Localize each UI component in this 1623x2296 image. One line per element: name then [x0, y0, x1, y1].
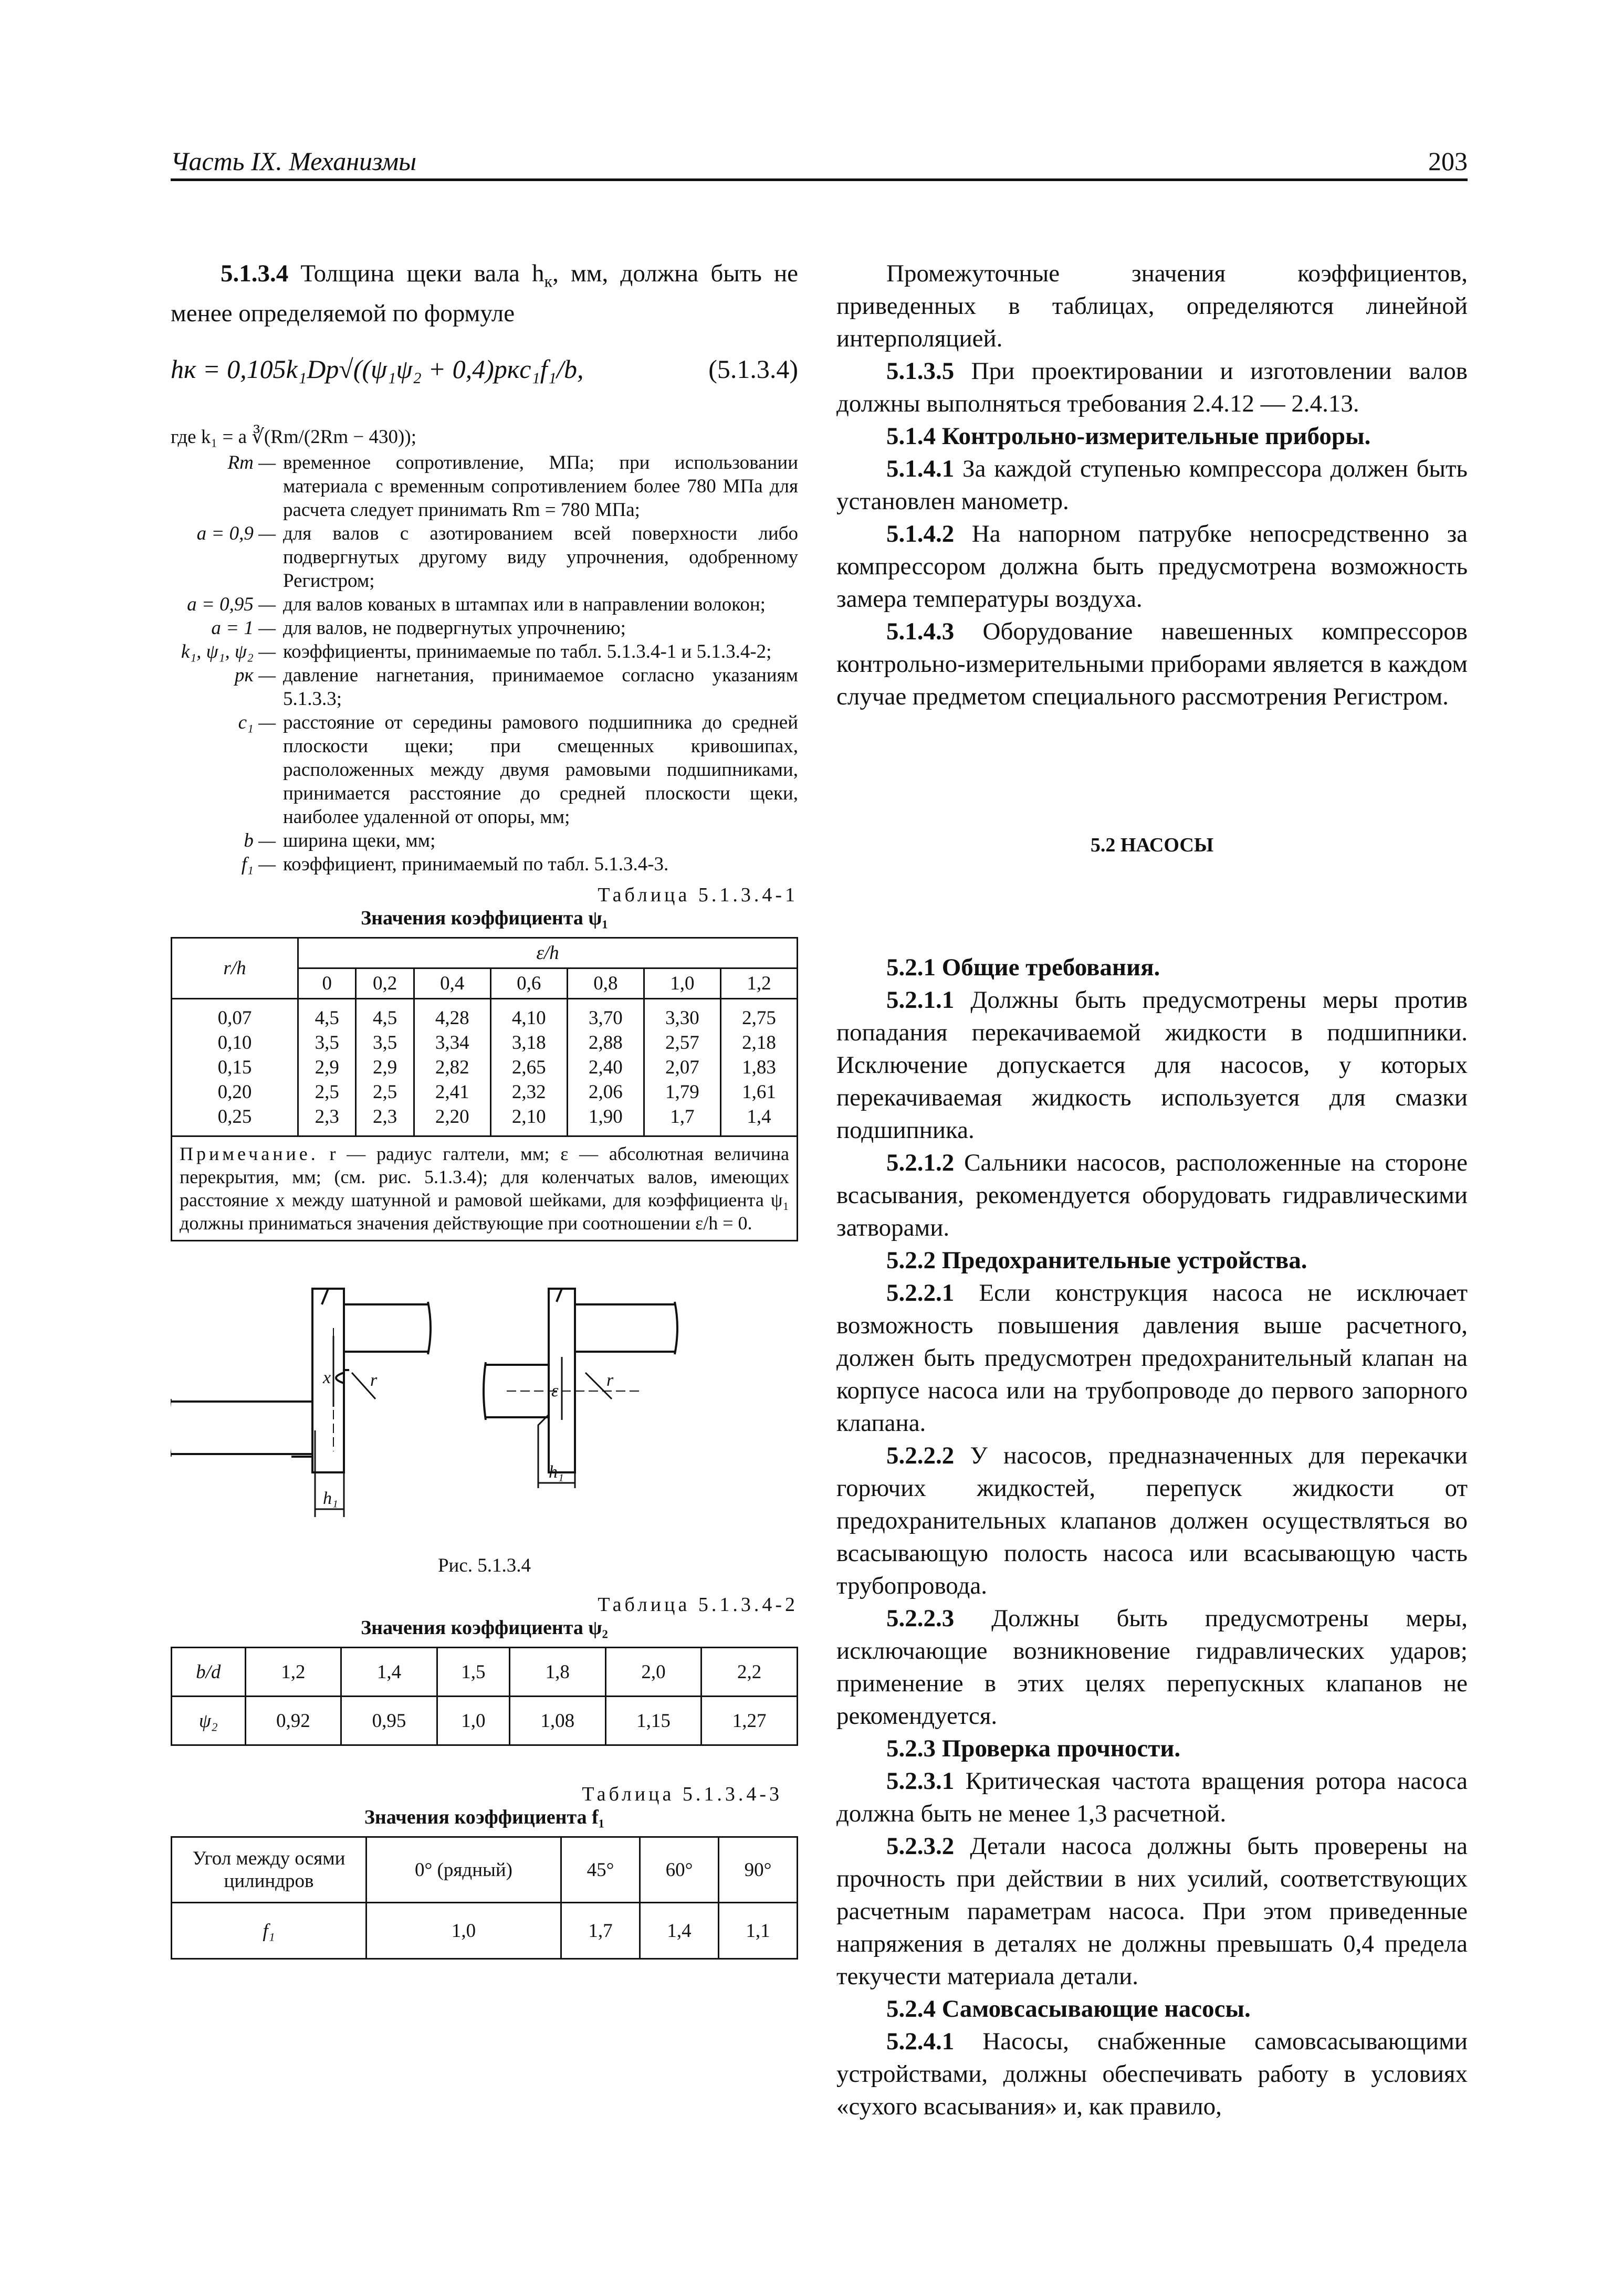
table1-cell: 4,28 — [414, 999, 490, 1031]
definition-item — [171, 663, 798, 711]
clause-number: 5.1.3.5 — [886, 357, 955, 385]
table1-cell: 0,07 — [172, 999, 298, 1031]
journal-left-upper — [344, 1304, 428, 1352]
label-epsilon: ε — [551, 1381, 559, 1401]
paragraph-text: , мм, должна быть не менее определяемой по формуле — [171, 260, 798, 328]
definition-description: давление нагнетания, принимаемое согласно указаниям 5.1.3.3; — [283, 665, 798, 710]
table1-cell: 2,3 — [356, 1104, 414, 1136]
clause-number: 5.1.4.3 — [886, 618, 955, 645]
table1-cell: 2,9 — [298, 1055, 356, 1080]
clause-number: 5.1.4.2 — [886, 520, 955, 547]
heading-5-1-4: 5.1.4 Контрольно-измерительные приборы. — [886, 423, 1371, 450]
table3-header-cell: Угол между осями цилиндров — [172, 1837, 367, 1903]
table1-cell: 2,3 — [298, 1104, 356, 1136]
definition-description: коэффициент, принимаемый по табл. 5.1.3.4-3. — [283, 854, 669, 876]
paragraph-5-2-2-1 — [836, 1277, 1468, 1439]
table-psi2 — [171, 1647, 798, 1746]
clause-number: 5.1.4.1 — [886, 455, 955, 482]
section-title-pumps: 5.2 НАСОСЫ — [1090, 834, 1214, 856]
paragraph-5-1-3-4 — [171, 257, 798, 330]
table3-header-cell: 0° (рядный) — [367, 1837, 561, 1903]
paragraph-text: За каждой ступенью компрессора должен быть установлен манометр. — [836, 455, 1468, 515]
formula-5-1-3-4 — [171, 346, 798, 399]
table3-caption: Таблица 5.1.3.4-3 — [582, 1783, 782, 1806]
table-psi1 — [171, 937, 798, 1241]
paragraph-text: На напорном патрубке непосредственно за компрессором должна быть предусмотрена возможность замера температуры воздуха. — [836, 520, 1468, 613]
table1-cell: 2,9 — [356, 1055, 414, 1080]
clause-number: 5.1.3.4 — [221, 260, 289, 287]
table-f1 — [171, 1836, 798, 1960]
table1-cell: 2,5 — [356, 1080, 414, 1104]
definition-term: pк — — [235, 665, 276, 687]
definition-item — [171, 593, 798, 616]
label-r-right: r — [606, 1371, 614, 1391]
heading-5-2-2: 5.2.2 Предохранительные устройства. — [886, 1247, 1307, 1274]
paragraph-text: Детали насоса должны быть проверены на прочность при действии в них усилий, соответствующих расчетным параметрам насоса. При этом приведенные напряжения в деталях не должны превышать 0,4 предела текучести материала детали. — [836, 1832, 1468, 1990]
formula-number: (5.1.3.4) — [708, 354, 798, 384]
definition-term: k₁, ψ₁, ψ₂ — — [181, 641, 276, 663]
table1-cell: 1,7 — [644, 1104, 720, 1136]
paragraph-text: Должны быть предусмотрены меры против попадания перекачиваемой жидкости в подшипники. Исключение допускается для насосов, у которых перекачиваемая жидкость используется для смазки подшипника. — [836, 986, 1468, 1144]
table3-cell: 1,7 — [561, 1903, 640, 1959]
table1-cell: 1,61 — [720, 1080, 797, 1104]
definition-item — [171, 829, 798, 852]
table2-cell: 2,0 — [605, 1648, 701, 1697]
table2-row — [172, 1697, 798, 1745]
definition-description: ширина щеки, мм; — [283, 830, 436, 852]
table2-cell: 0,92 — [245, 1697, 341, 1745]
running-header-title: Часть IX. Механизмы — [171, 146, 417, 176]
table1-row — [172, 1055, 798, 1080]
table2-cell: ψ₂ — [172, 1697, 246, 1745]
paragraph-5-1-4-1 — [836, 452, 1468, 518]
table2-title: Значения коэффициента ψ₂ — [361, 1617, 608, 1639]
table1-col-header: 0 — [298, 968, 356, 999]
definition-description: для валов с азотированием всей поверхности либо подвергнутых другому виду упрочнения, одобренному Регистром; — [283, 523, 798, 592]
formula-expression: hк = 0,105k₁Dр√((ψ₁ψ₂ + 0,4)pкc₁f₁/b, — [171, 354, 584, 384]
paragraph-5-2-3-2 — [836, 1830, 1468, 1993]
definitions-list — [171, 425, 798, 876]
table1-cell: 2,32 — [490, 1080, 567, 1104]
table1-cell: 4,5 — [298, 999, 356, 1031]
table1-cell: 2,40 — [567, 1055, 644, 1080]
definitions-items — [171, 451, 798, 876]
table3-header-cell: 90° — [719, 1837, 798, 1903]
definition-item — [171, 522, 798, 593]
table1-cell: 3,70 — [567, 999, 644, 1031]
table1-cell: 2,18 — [720, 1030, 797, 1055]
paragraph-text: У насосов, предназначенных для перекачки горючих жидкостей, перепуск жидкости от предохранительных клапанов должен осуществляться во всасывающую полость насоса или всасывающую часть трубопровода. — [836, 1442, 1468, 1599]
clause-number: 5.2.1.2 — [886, 1149, 955, 1176]
table1-cell: 1,83 — [720, 1055, 797, 1080]
paragraph-text: Насосы, снабженные самовсасывающими устройствами, должны обеспечивать работу в условиях «сухого всасывания» и, как правило, — [836, 2028, 1468, 2120]
table1-col-header: 1,0 — [644, 968, 720, 999]
heading-5-2-3: 5.2.3 Проверка прочности. — [886, 1735, 1181, 1762]
table1-cell: 0,25 — [172, 1104, 298, 1136]
definition-item — [171, 616, 798, 640]
definition-item — [171, 852, 798, 876]
paragraph-text: Критическая частота вращения ротора насоса должна быть не менее 1,3 расчетной. — [836, 1767, 1468, 1827]
definition-term: a = 0,9 — — [196, 523, 276, 545]
figure-5-1-3-4 — [171, 1278, 798, 1577]
table1-cell: 2,20 — [414, 1104, 490, 1136]
table1-cell: 4,10 — [490, 999, 567, 1031]
table2-cell: 1,15 — [605, 1697, 701, 1745]
table1-col-header: 1,2 — [720, 968, 797, 999]
table2-cell: 0,95 — [341, 1697, 437, 1745]
definition-description: коэффициенты, принимаемые по табл. 5.1.3.4-1 и 5.1.3.4-2; — [283, 641, 772, 663]
table2-cell: 1,2 — [245, 1648, 341, 1697]
table3-cell: 1,0 — [367, 1903, 561, 1959]
paragraph-5-1-4-3 — [836, 615, 1468, 713]
table1-cell: 2,10 — [490, 1104, 567, 1136]
table2-cell: 2,2 — [701, 1648, 798, 1697]
paragraph-text: Должны быть предусмотрены меры, исключающие возникновение гидравлических ударов; применение в этих целях перепускных клапанов не рекомендуется. — [836, 1605, 1468, 1730]
paragraph-5-2-2-2 — [836, 1439, 1468, 1602]
paragraph-interpolation: Промежуточные значения коэффициентов, приведенных в таблицах, определяются линейной интерполяцией. — [836, 260, 1468, 352]
paragraph-5-2-2-3 — [836, 1602, 1468, 1732]
paragraph-text: Если конструкция насоса не исключает возможность повышения давления выше расчетного, должен быть предусмотрен предохранительный клапан на корпусе насоса или на трубопроводе до первого запорного клапана. — [836, 1279, 1468, 1437]
journal-left-lower — [171, 1402, 312, 1454]
table1-col-header: 0,4 — [414, 968, 490, 999]
table1-cell: 2,41 — [414, 1080, 490, 1104]
definition-description: для валов кованых в штампах или в направлении волокон; — [283, 594, 766, 616]
heading-5-2-1: 5.2.1 Общие требования. — [886, 954, 1160, 981]
clause-number: 5.2.4.1 — [886, 2028, 955, 2055]
table1-row — [172, 1104, 798, 1136]
table1-col-group: ε/h — [298, 938, 798, 968]
clause-number: 5.2.2.2 — [886, 1442, 955, 1469]
definition-term: Rm — — [227, 452, 276, 474]
table1-row — [172, 999, 798, 1031]
definition-item — [171, 640, 798, 663]
crankshaft-diagram — [171, 1278, 798, 1551]
label-x: x — [323, 1368, 331, 1388]
table3-cell: 1,4 — [640, 1903, 719, 1959]
table3-cell: f₁ — [172, 1903, 367, 1959]
table1-cell: 2,57 — [644, 1030, 720, 1055]
left-column — [171, 257, 798, 1960]
definition-description: для валов, не подвергнутых упрочнению; — [283, 617, 626, 639]
clause-number: 5.2.3.1 — [886, 1767, 955, 1795]
definition-description: расстояние от середины рамового подшипника до средней плоскости щеки; при смещенных кривошипах, расположенных между двумя рамовыми подшипниками, принимается расстояние до средней плоскости щеки, наиболее удаленной от опоры, мм; — [283, 712, 798, 828]
paragraph-5-2-4-1 — [836, 2025, 1468, 2123]
paragraph-5-2-1-2 — [836, 1146, 1468, 1244]
table2-cell: b/d — [172, 1648, 246, 1697]
clause-number: 5.2.3.2 — [886, 1832, 955, 1860]
table3-cell: 1,1 — [719, 1903, 798, 1959]
table3-title: Значения коэффициента f₁ — [364, 1806, 605, 1829]
table1-col-header: 0,6 — [490, 968, 567, 999]
table1-cell: 1,90 — [567, 1104, 644, 1136]
label-r-left: r — [370, 1371, 378, 1391]
table1-cell: 3,5 — [298, 1030, 356, 1055]
table1-cell: 1,79 — [644, 1080, 720, 1104]
table2-caption: Таблица 5.1.3.4-2 — [598, 1594, 798, 1616]
paragraph-text: Толщина щеки вала h — [288, 260, 545, 287]
table1-cell: 2,75 — [720, 999, 797, 1031]
label-h1-right: h₁ — [549, 1462, 564, 1482]
table1-cell: 2,82 — [414, 1055, 490, 1080]
table1-note — [172, 1136, 798, 1241]
definition-item — [171, 451, 798, 522]
table1-col-header: 0,8 — [567, 968, 644, 999]
definition-term: a = 1 — — [211, 617, 276, 639]
definition-term: f₁ — — [241, 854, 276, 876]
paragraph-5-1-4-2 — [836, 518, 1468, 615]
table1-title: Значения коэффициента ψ₁ — [361, 907, 608, 930]
figure-caption: Рис. 5.1.3.4 — [437, 1555, 531, 1577]
table1-cell: 3,30 — [644, 999, 720, 1031]
page-number: 203 — [1428, 146, 1468, 176]
paragraph-5-2-1-1 — [836, 984, 1468, 1146]
table1-cell: 0,20 — [172, 1080, 298, 1104]
paragraph-5-1-3-5 — [836, 355, 1468, 420]
note-text: r — радиус галтели, мм; ε — абсолютная величина перекрытия, мм; (см. рис. 5.1.3.4); для коленчатых валов, имеющих расстояние x между шатунной и рамовой шейками, для коэффициента ψ₁ должны приниматься значения действующие при соотношении ε/h = 0. — [180, 1143, 789, 1234]
table1-cell: 4,5 — [356, 999, 414, 1031]
table1-row — [172, 1080, 798, 1104]
definition-term: b — — [244, 830, 276, 852]
table2-cell: 1,5 — [437, 1648, 509, 1697]
table3-header-cell: 45° — [561, 1837, 640, 1903]
table1-col-header: 0,2 — [356, 968, 414, 999]
paragraph-5-2-3-1 — [836, 1765, 1468, 1830]
table1-row — [172, 1030, 798, 1055]
table1-cell: 3,18 — [490, 1030, 567, 1055]
definition-term: c₁ — — [238, 712, 276, 734]
table1-cell: 0,15 — [172, 1055, 298, 1080]
table1-cell: 2,65 — [490, 1055, 567, 1080]
table1-caption: Таблица 5.1.3.4-1 — [598, 884, 798, 907]
table2-cell: 1,4 — [341, 1648, 437, 1697]
table1-cell: 2,5 — [298, 1080, 356, 1104]
label-h1-left: h₁ — [323, 1489, 338, 1509]
subscript: к — [544, 271, 553, 291]
table1-cell: 1,4 — [720, 1104, 797, 1136]
journal-right-upper — [575, 1304, 675, 1352]
definitions-intro: где k₁ = a ∛(Rm/(2Rm − 430)); — [171, 426, 416, 448]
definition-item — [171, 711, 798, 829]
table1-cell: 2,06 — [567, 1080, 644, 1104]
clause-number: 5.2.2.3 — [886, 1605, 955, 1632]
paragraph-text: Сальники насосов, расположенные на стороне всасывания, рекомендуется оборудовать гидравлическими затворами. — [836, 1149, 1468, 1241]
table1-cell: 0,10 — [172, 1030, 298, 1055]
table1-row-header: r/h — [172, 938, 298, 999]
note-label: Примечание. — [180, 1143, 319, 1165]
table1-cell: 3,34 — [414, 1030, 490, 1055]
definition-term: a = 0,95 — — [187, 594, 276, 616]
table2-cell: 1,27 — [701, 1697, 798, 1745]
table2-cell: 1,08 — [509, 1697, 605, 1745]
table2-cell: 1,0 — [437, 1697, 509, 1745]
paragraph-text: При проектировании и изготовлении валов должны выполняться требования 2.4.12 — 2.4.13. — [836, 357, 1468, 417]
table1-cell: 3,5 — [356, 1030, 414, 1055]
table3-header-cell: 60° — [640, 1837, 719, 1903]
paragraph-text: Оборудование навешенных компрессоров контрольно-измерительными приборами является в каждом случае предметом специального рассмотрения Регистром. — [836, 618, 1468, 710]
right-column — [836, 257, 1468, 2123]
heading-5-2-4: 5.2.4 Самовсасывающие насосы. — [886, 1995, 1251, 2023]
definition-description: временное сопротивление, МПа; при использовании материала с временным сопротивлением более 780 МПа для расчета следует принимать Rm = 780 МПа; — [283, 452, 798, 521]
table1-cell: 2,88 — [567, 1030, 644, 1055]
clause-number: 5.2.2.1 — [886, 1279, 955, 1307]
clause-number: 5.2.1.1 — [886, 986, 955, 1014]
table2-cell: 1,8 — [509, 1648, 605, 1697]
table1-cell: 2,07 — [644, 1055, 720, 1080]
table2-row — [172, 1648, 798, 1697]
running-header — [171, 142, 1468, 181]
